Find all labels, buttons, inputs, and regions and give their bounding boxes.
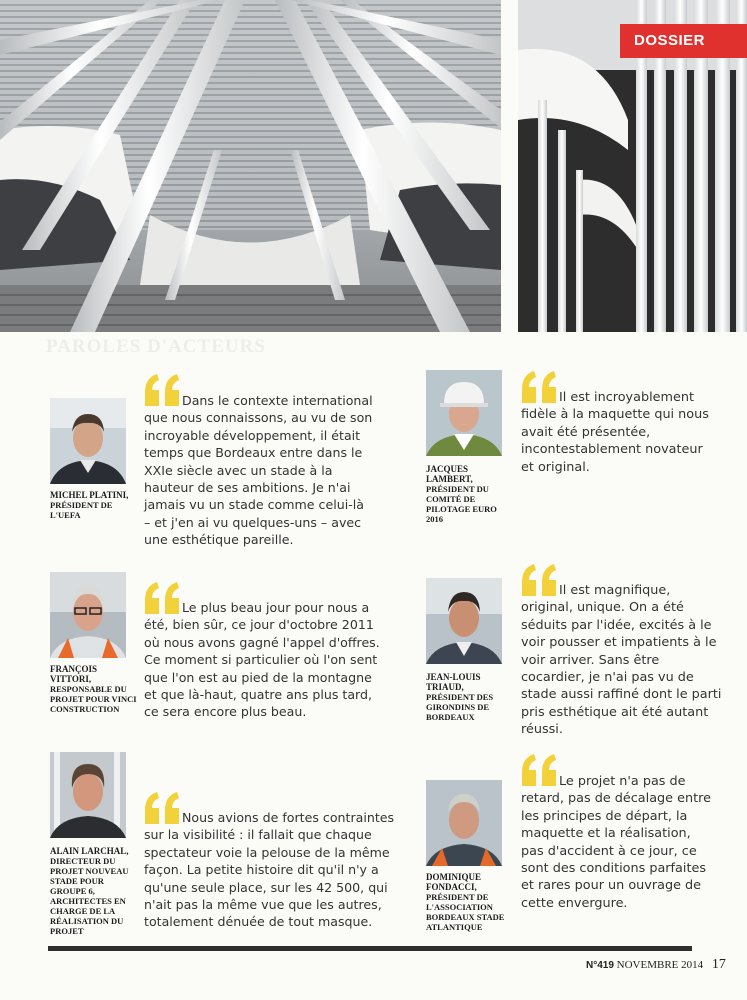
- speaker-role: PRÉSIDENT DE L'ASSOCIATION BORDEAUX STADE ATLANTIQUE: [426, 892, 505, 932]
- speaker-name-text: JEAN-LOUIS TRIAUD,: [426, 672, 481, 692]
- portrait-triaud: [426, 578, 502, 664]
- speaker-name: [50, 846, 140, 936]
- quote-text: Il est magnifique, original, unique. On a été séduits par l'idée, excités à le voir pousser et impatients à le voir arriver. Sans être cocardier, je n'ai pas vu de stade aussi raffiné dont le parti pris esthétique ait été autant réussi.: [521, 583, 722, 738]
- speaker-name-text: MICHEL PLATINI,: [50, 490, 129, 500]
- portrait-larchal: [50, 752, 126, 838]
- footer-rule: [48, 946, 692, 951]
- portrait-lambert: [426, 370, 502, 456]
- section-title: PAROLES D'ACTEURS: [46, 336, 266, 357]
- stadium-photo-main: [0, 0, 501, 332]
- quote-text: Nous avions de fortes contraintes sur la visibilité : il fallait que chaque spectateur voie la pelouse de la même façon. La petite histoire dit qu'il n'y a qu'une seule place, sur les 42 500, qui n'ait pas la même vue que les autres, totalement dénuée de tout masque.: [144, 810, 395, 930]
- speaker-name: [50, 490, 140, 520]
- speaker-name-text: DOMINIQUE FONDACCI,: [426, 872, 482, 892]
- issue-number: N°419: [586, 960, 614, 971]
- speaker-role: RESPONSABLE DU PROJET POUR VINCI CONSTRUCTION: [50, 684, 137, 714]
- portrait-vittori: [50, 572, 126, 658]
- issue-date: NOVEMBRE 2014: [616, 959, 704, 971]
- portrait-fondacci: [426, 780, 502, 866]
- speaker-role: PRÉSIDENT DE L'UEFA: [50, 500, 113, 520]
- speaker-role: PRÉSIDENT DU COMITÉ DE PILOTAGE EURO 2016: [426, 484, 497, 524]
- section-badge: DOSSIER: [620, 24, 747, 58]
- speaker-name: [426, 464, 516, 524]
- speaker-name: [426, 872, 516, 932]
- speaker-name-text: FRANÇOIS VITTORI,: [50, 664, 98, 684]
- quote-text: Il est incroyablement fidèle à la maquette qui nous avait été présentée, incontestablement novateur et original.: [521, 390, 709, 475]
- speaker-name: [50, 664, 140, 714]
- page-number: 17: [711, 957, 726, 972]
- page-footer: [586, 957, 726, 973]
- speaker-name-text: ALAIN LARCHAL,: [50, 846, 129, 856]
- speaker-name: [426, 672, 516, 722]
- quote-text: Le projet n'a pas de retard, pas de décalage entre les principes de départ, la maquette et la réalisation, pas d'accident à ce jour, ce sont des conditions parfaites et rares pour un ouvrage de cette envergure.: [521, 774, 711, 911]
- speaker-role: PRÉSIDENT DES GIRONDINS DE BORDEAUX: [426, 692, 494, 722]
- quote-text: Dans le contexte international que nous connaissons, au vu de son incroyable développement, il était temps que Bordeaux entre dans le XXIe siècle avec un stade à la hauteur de ses ambitions. Je n'ai jamais vu un stade comme celui-là – et j'en ai vu quelques-uns – avec une esthétique pareille.: [144, 393, 373, 548]
- speaker-role: DIRECTEUR DU PROJET NOUVEAU STADE POUR GROUPE 6, ARCHITECTES EN CHARGE DE LA RÉALISATION DU PROJET: [50, 856, 129, 936]
- speaker-name-text: JACQUES LAMBERT,: [426, 464, 473, 484]
- quote-text: Le plus beau jour pour nous a été, bien sûr, ce jour d'octobre 2011 où nous avons gagné l'appel d'offres. Ce moment si particulier où l'on sent que l'on est au pied de la montagne et que là-haut, quatre ans plus tard, ce sera encore plus beau.: [144, 600, 380, 720]
- portrait-platini: [50, 398, 126, 484]
